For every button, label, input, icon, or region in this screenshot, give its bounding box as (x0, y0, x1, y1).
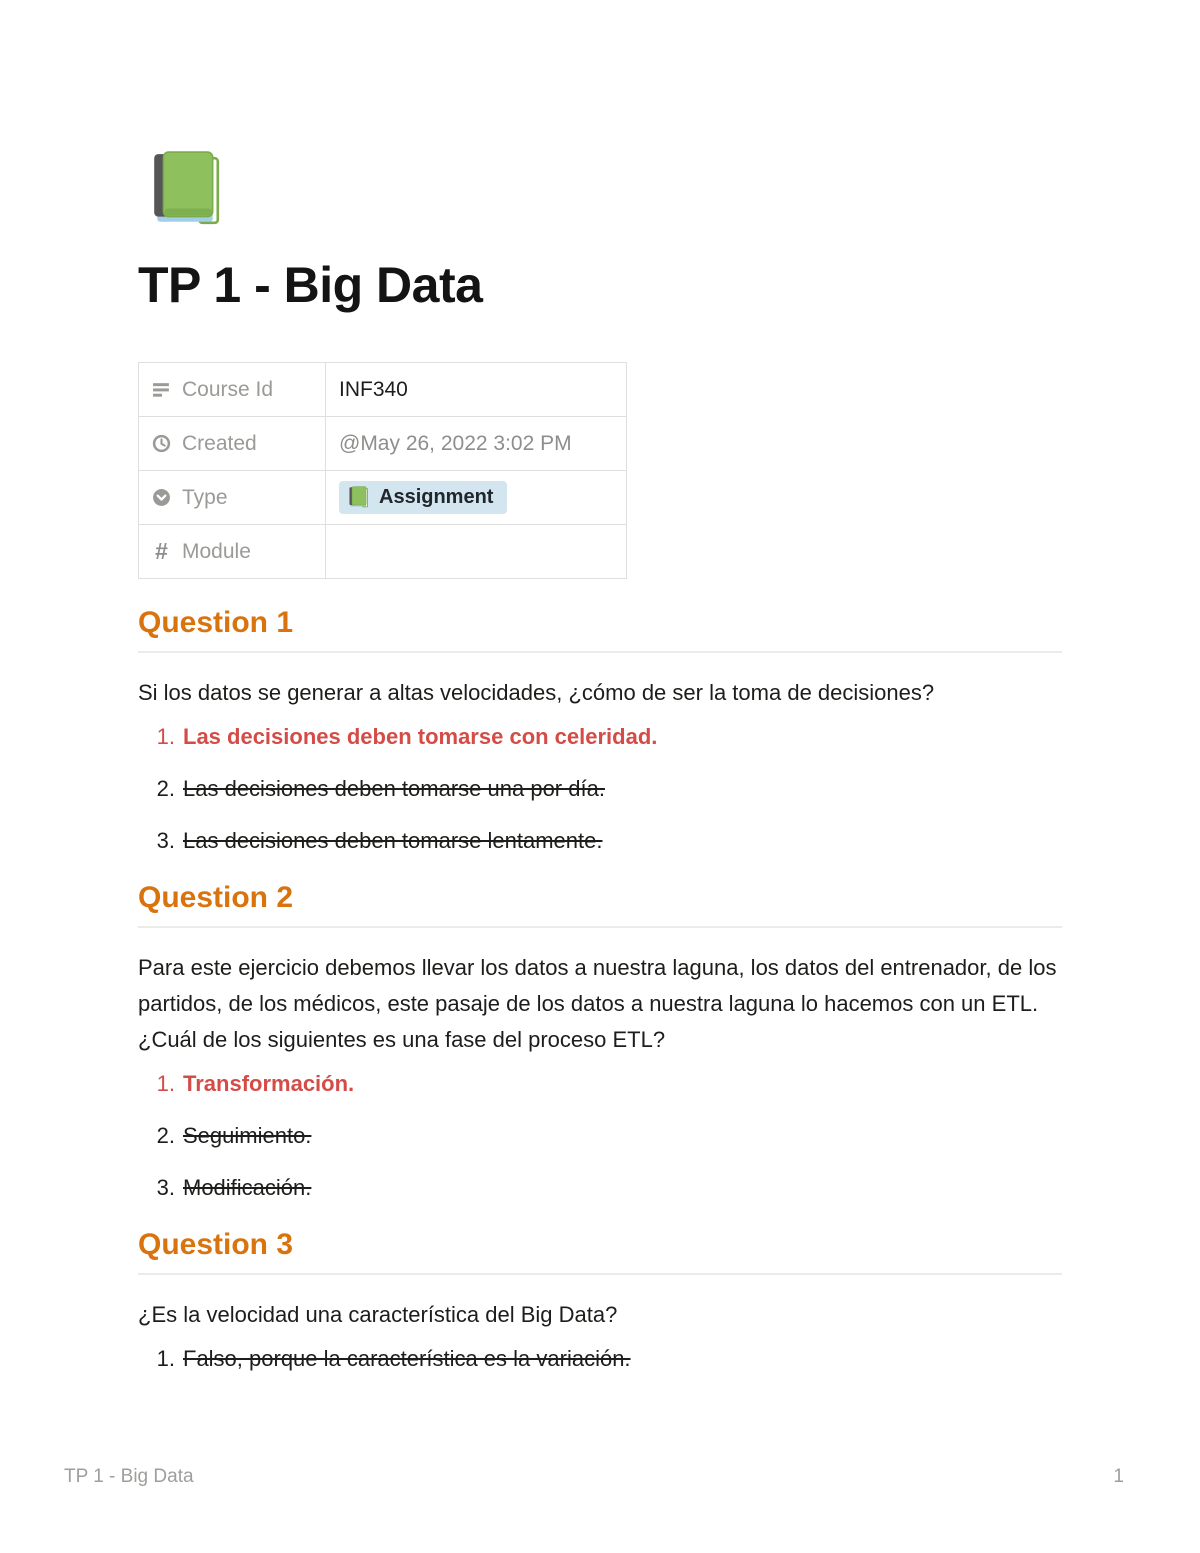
question-2-answers (138, 1071, 1062, 1201)
property-row-type (139, 471, 627, 525)
text-icon (151, 379, 172, 400)
answer-number: 1. (156, 1071, 175, 1096)
property-row-course-id (139, 363, 627, 417)
question-section-3 (138, 1227, 1062, 1372)
question-3-prompt: ¿Es la velocidad una característica del Big Data? (138, 1302, 618, 1327)
type-badge-assignment (339, 481, 507, 514)
property-value-created: @May 26, 2022 3:02 PM (326, 417, 627, 471)
property-row-module (139, 525, 627, 579)
property-label: Course Id (182, 377, 274, 401)
question-3-heading: Question 3 (138, 1227, 1062, 1275)
question-1-heading: Question 1 (138, 605, 1062, 653)
hash-icon: # (155, 538, 168, 564)
answer-item (138, 1346, 1062, 1372)
type-badge-label: Assignment (379, 485, 494, 508)
footer-document-title: TP 1 - Big Data (64, 1466, 194, 1487)
question-2-prompt: Para este ejercicio debemos llevar los datos a nuestra laguna, los datos del entrenador, de los partidos, de los médicos, este pasaje de los datos a nuestra laguna lo hacemos con un ETL. ¿Cuál de los siguientes es una fase del proceso ETL? (138, 955, 1057, 1052)
answer-number: 3. (156, 1175, 175, 1200)
property-label: Type (182, 485, 228, 509)
property-value-module-empty (326, 525, 627, 579)
answer-number: 2. (156, 1123, 175, 1148)
page-footer (64, 1466, 1124, 1488)
answer-text: Seguimiento. (183, 1123, 312, 1148)
question-1-answers (138, 724, 1062, 854)
answer-item (138, 776, 1062, 802)
answer-text: Transformación. (183, 1071, 355, 1096)
answer-item (138, 1071, 1062, 1097)
answer-number: 1. (156, 1346, 175, 1371)
question-3-answers (138, 1346, 1062, 1372)
question-section-1 (138, 605, 1062, 854)
answer-item (138, 828, 1062, 854)
green-book-icon-small (348, 486, 369, 509)
answer-text: Falso, porque la característica es la variación. (183, 1346, 631, 1371)
property-label: Created (182, 431, 257, 455)
answer-item (138, 1123, 1062, 1149)
answer-item (138, 724, 1062, 750)
answer-number: 1. (156, 724, 175, 749)
answer-number: 2. (156, 776, 175, 801)
page-title: TP 1 - Big Data (138, 257, 483, 313)
answer-text: Las decisiones deben tomarse lentamente. (183, 828, 603, 853)
property-label: Module (182, 539, 251, 563)
properties-table (138, 362, 627, 579)
answer-item (138, 1175, 1062, 1201)
property-value-course-id: INF340 (326, 363, 627, 417)
question-1-prompt: Si los datos se generar a altas velocidades, ¿cómo de ser la toma de decisiones? (138, 680, 935, 705)
answer-text: Las decisiones deben tomarse con celeridad. (183, 724, 658, 749)
footer-page-number: 1 (1113, 1466, 1124, 1487)
property-row-created (139, 417, 627, 471)
answer-number: 3. (156, 828, 175, 853)
answer-text: Modificación. (183, 1175, 312, 1200)
question-section-2 (138, 880, 1062, 1201)
answer-text: Las decisiones deben tomarse una por día. (183, 776, 605, 801)
document-content (138, 0, 1062, 1372)
question-2-heading: Question 2 (138, 880, 1062, 928)
green-book-icon (148, 150, 224, 230)
select-icon (151, 487, 172, 508)
clock-icon (151, 433, 172, 454)
